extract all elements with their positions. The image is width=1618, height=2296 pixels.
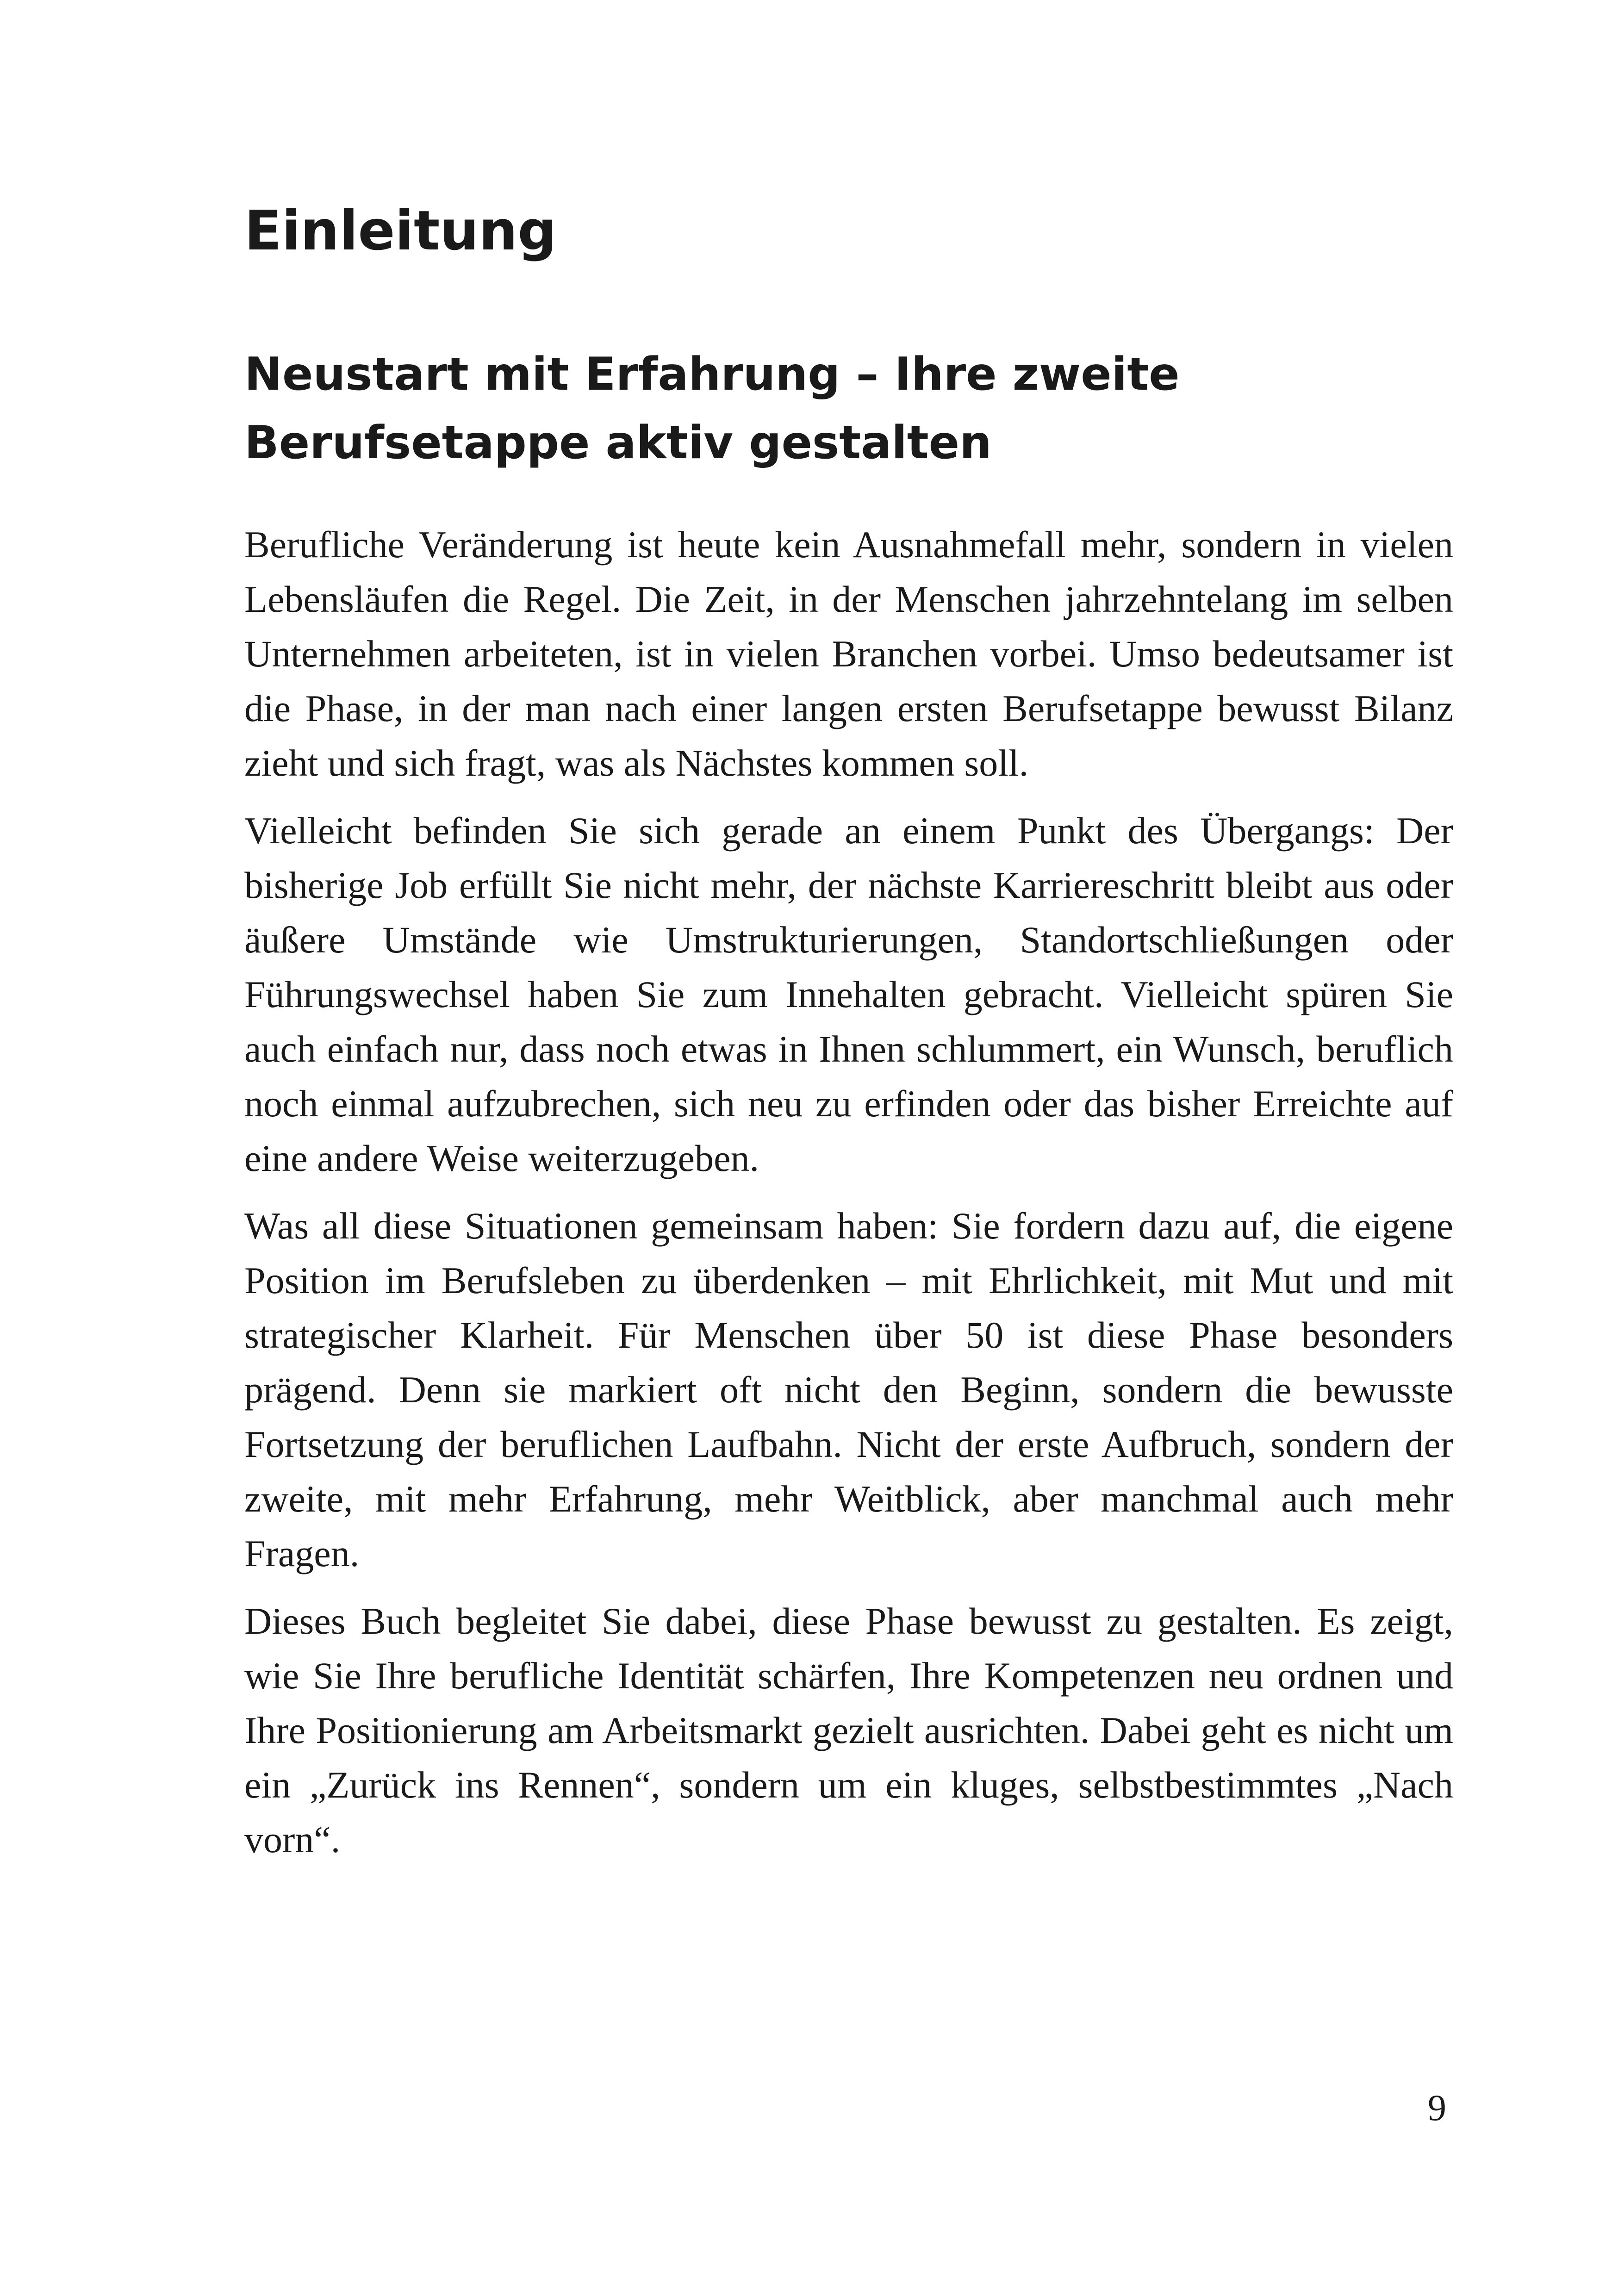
paragraph-2: Vielleicht befinden Sie sich gerade an einem Punkt des Übergangs: Der bisherige Job erfüllt Sie nicht mehr, der nächste Karriereschritt bleibt aus oder äußere Umstände wie Umstrukturierungen, Standortschließungen oder Führungswechsel haben Sie zum Innehalten gebracht. Vielleicht spüren Sie auch einfach nur, dass noch etwas in Ihnen schlummert, ein Wunsch, beruflich noch einmal aufzubrechen, sich neu zu erfinden oder das bisher Erreichte auf eine andere Weise weiterzugeben. bbox=[244, 809, 1453, 1179]
section-title-line-1: Neustart mit Erfahrung – Ihre zweite bbox=[244, 348, 1180, 401]
body-text bbox=[244, 517, 1453, 1880]
page-number: 9 bbox=[1428, 2088, 1446, 2128]
paragraph-4: Dieses Buch begleitet Sie dabei, diese Phase bewusst zu gestalten. Es zeigt, wie Sie Ihre berufliche Identität schärfen, Ihre Kompetenzen neu ordnen und Ihre Positionierung am Arbeitsmarkt gezielt ausrichten. Dabei geht es nicht um ein „Zurück ins Rennen“, sondern um ein kluges, selbstbestimmtes „Nach vorn“. bbox=[244, 1600, 1453, 1860]
paragraph-3: Was all diese Situationen gemeinsam haben: Sie fordern dazu auf, die eigene Position im Berufsleben zu überdenken – mit Ehrlichkeit, mit Mut und mit strategischer Klarheit. Für Menschen über 50 ist diese Phase besonders prägend. Denn sie markiert oft nicht den Beginn, sondern die bewusste Fortsetzung der beruflichen Laufbahn. Nicht der erste Aufbruch, sondern der zweite, mit mehr Erfahrung, mehr Weitblick, aber manchmal auch mehr Fragen. bbox=[244, 1205, 1453, 1574]
section-title bbox=[244, 340, 1453, 477]
chapter-title: Einleitung bbox=[244, 199, 557, 262]
section-title-line-2: Berufsetappe aktiv gestalten bbox=[244, 417, 992, 469]
book-page bbox=[244, 0, 1453, 2296]
paragraph-1: Berufliche Veränderung ist heute kein Ausnahmefall mehr, sondern in vielen Lebensläufen die Regel. Die Zeit, in der Menschen jahrzehntelang im selben Unternehmen arbeiteten, ist in vielen Branchen vorbei. Umso bedeutsamer ist die Phase, in der man nach einer langen ersten Berufsetappe bewusst Bilanz zieht und sich fragt, was als Nächstes kommen soll. bbox=[244, 523, 1453, 784]
